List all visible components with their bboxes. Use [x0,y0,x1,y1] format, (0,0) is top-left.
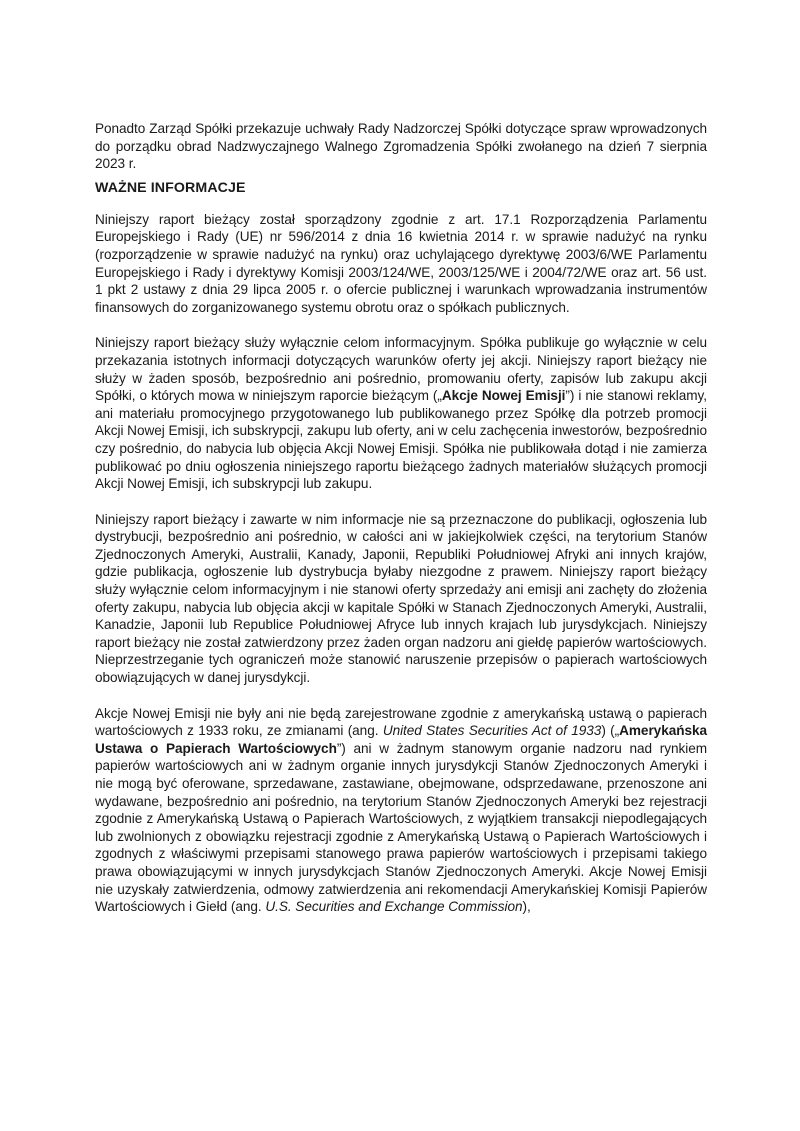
paragraph-legal-basis: Niniejszy raport bieżący został sporządzony zgodnie z art. 17.1 Rozporządzenia Parlamentu Europejskiego i Rady (UE) nr 596/2014 z dnia 16 kwietnia 2014 r. w sprawie nadużyć na rynku (rozporządzenie w sprawie nadużyć na rynku) oraz uchylającego dyrektywę 2003/6/WE Parlamentu Europejskiego i Rady i dyrektywy Komisji 2003/124/WE, 2003/125/WE i 2004/72/WE oraz art. 56 ust. 1 pkt 2 ustawy z dnia 29 lipca 2005 r. o ofercie publicznej i warunkach wprowadzania instrumentów finansowych do zorganizowanego systemu obrotu oraz o spółkach publicznych. [95,211,707,315]
intro-paragraph: Ponadto Zarząd Spółki przekazuje uchwały Rady Nadzorczej Spółki dotyczące spraw wprowadzonych do porządku obrad Nadzwyczajnego Walnego Zgromadzenia Spółki zwołanego na dzień 7 sierpnia 2023 r. [95,121,707,172]
defined-term-us-securities-act: Amerykańska Ustawa o Papierach Wartościowych [95,723,707,756]
paragraph-text: ”) i nie stanowi reklamy, ani materiału promocyjnego przygotowanego lub publikowanego przez Spółkę dla potrzeb promocji Akcji Nowej Emisji, ich subskrypcji, zakupu lub oferty, ani w celu zachęcenia inwestorów, bezpośrednio czy pośrednio, do nabycia lub objęcia Akcji Nowej Emisji. Spółka nie publikowała dotąd i nie zamierza publikować po dniu ogłoszenia niniejszego raportu bieżącego żadnych materiałów służących promocji Akcji Nowej Emisji, ich subskrypcji lub zakupu. [95,388,707,492]
defined-term-new-shares: Akcje Nowej Emisji [441,388,566,404]
italic-term-securities-act: United States Securities Act of 1933 [382,723,602,739]
paragraph-informational-purpose [95,334,707,492]
section-heading: WAŻNE INFORMACJE [95,179,246,196]
document-page [95,120,707,934]
paragraph-us-securities-act [95,705,707,916]
paragraph-distribution-restrictions: Niniejszy raport bieżący i zawarte w nim informacje nie są przeznaczone do publikacji, ogłoszenia lub dystrybucji, bezpośrednio ani pośrednio, w całości ani w jakiejkolwiek części, na terytorium Stanów Zjednoczonych Ameryki, Australii, Kanady, Japonii, Republiki Południowej Afryki ani innych krajów, gdzie publikacja, ogłoszenie lub dystrybucja byłaby niezgodne z prawem. Niniejszy raport bieżący służy wyłącznie celom informacyjnym i nie stanowi oferty sprzedaży ani emisji ani zachęty do złożenia oferty zakupu, nabycia lub objęcia akcji w kapitale Spółki w Stanach Zjednoczonych Ameryki, Australii, Kanadzie, Japonii lub Republice Południowej Afryce lub innych krajach lub jurysdykcjach. Niniejszy raport bieżący nie został zatwierdzony przez żaden organ nadzoru ani giełdę papierów wartościowych. Nieprzestrzeganie tych ograniczeń może stanowić naruszenie przepisów o papierach wartościowych obowiązujących w danej jurysdykcji. [95,511,707,686]
paragraph-text: ) („ [601,723,620,739]
paragraph-text: ”) ani w żadnym stanowym organie nadzoru nad rynkiem papierów wartościowych ani w żadnym organie innych jurysdykcji Stanów Zjednoczonych Ameryki i nie mogą być oferowane, sprzedawane, zastawiane, obejmowane, odsprzedawane, przenoszone ani wydawane, bezpośrednio ani pośrednio, na terytorium Stanów Zjednoczonych Ameryki bez rejestracji zgodnie z Amerykańską Ustawą o Papierach Wartościowych, z wyjątkiem transakcji niepodlegających lub zwolnionych z obowiązku rejestracji zgodnie z Amerykańską Ustawą o Papierach Wartościowych i zgodnych z właściwymi przepisami stanowego prawa papierów wartościowych i przepisami takiego prawa obowiązującymi w innych jurysdykcjach Stanów Zjednoczonych Ameryki. Akcje Nowej Emisji nie uzyskały zatwierdzenia, odmowy zatwierdzenia ani rekomendacji Amerykańskiej Komisji Papierów Wartościowych i Giełd (ang. [95,740,707,915]
paragraph-text: Niniejszy raport bieżący służy wyłącznie celom informacyjnym. Spółka publikuje go wyłącznie w celu przekazania istotnych informacji dotyczących warunków oferty jej akcji. Niniejszy raport bieżący nie służy w żaden sposób, bezpośrednio ani pośrednio, promowaniu oferty, zapisów lub zakupu akcji Spółki, o których mowa w niniejszym raporcie bieżącym („ [95,335,707,404]
paragraph-text: ), [522,899,531,915]
paragraph-text: Akcje Nowej Emisji nie były ani nie będą zarejestrowane zgodnie z amerykańską ustawą o papierach wartościowych z 1933 roku, ze zmianami (ang. [95,705,707,739]
italic-term-sec: U.S. Securities and Exchange Commission [265,899,523,915]
